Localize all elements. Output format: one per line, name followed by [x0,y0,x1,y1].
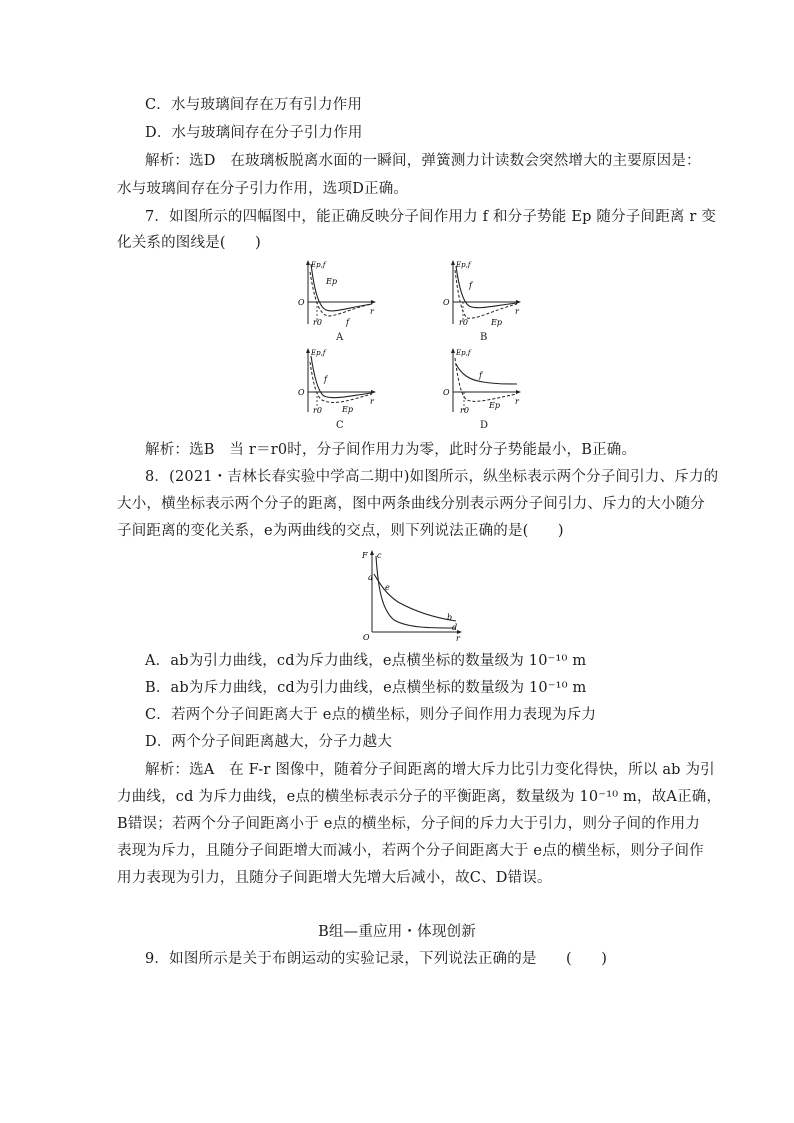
r0-label: r0 [313,406,322,415]
q7-caption-a: A [336,332,344,343]
section-b-title: B组—重应用・体现创新 [318,924,476,940]
q9-stem: 9．如图所示是关于布朗运动的实验记录，下列说法正确的是 ( ) [145,951,608,967]
f-label: f [324,375,327,384]
q6-option-d: D．水与玻璃间存在分子引力作用 [145,125,363,141]
origin-label: O [298,388,305,397]
q8-figure [360,548,470,643]
r0-label: r0 [460,406,469,415]
f-label: f [346,318,349,327]
r0-label: r0 [313,318,322,327]
q7-caption-b: B [480,332,488,343]
q7-figure-d [443,346,525,418]
origin-label: O [363,633,370,642]
r0-label: r0 [459,318,468,327]
r-axis-label: r [515,397,519,406]
e-label: e [385,583,390,592]
r-axis-label: r [370,307,374,316]
q8-answer-line-5: 用力表现为引力，且随分子间距增大先增大后减小，故C、D错误。 [117,870,552,886]
f-axis-label: F [362,551,368,560]
origin-label: O [298,298,305,307]
q8-answer-line-3: B错误；若两个分子间距离小于 e点的横坐标，分子间的斥力大于引力，则分子间的作用力 [117,816,701,832]
b-label: b [447,613,453,622]
q7-answer: 解析：选B 当 r＝r0时，分子间作用力为零，此时分子势能最小，B正确。 [145,442,637,458]
q8-stem-line-2: 大小，横坐标表示两个分子的距离，图中两条曲线分别表示两分子间引力、斥力的大小随分 [117,496,705,512]
origin-label: O [443,388,450,397]
q8-answer-line-4: 表现为斥力，且随分子间距增大而减小，若两个分子间距离大于 e点的横坐标，则分子间作 [117,843,704,859]
ep-label: Ep [491,318,502,327]
q7-figure-a [298,258,380,330]
q7-stem-line-2: 化关系的图线是( ) [117,235,262,251]
y-axis-label: Ep,f [456,261,471,269]
f-label: f [469,281,472,290]
q8-option-d: D．两个分子间距离越大，分子力越大 [145,734,393,750]
q8-stem-line-1: 8．(2021・吉林长春实验中学高二期中)如图所示，纵坐标表示两个分子间引力、斥力的 [145,469,719,485]
ep-label: Ep [342,405,353,414]
a-label: a [368,573,373,582]
q6-answer-line-1: 解析：选D 在玻璃板脱离水面的一瞬间，弹簧测力计读数会突然增大的主要原因是： [145,153,701,169]
y-axis-label: Ep,f [311,349,326,357]
q8-option-b: B．ab为斥力曲线，cd为引力曲线，e点横坐标的数量级为 10⁻¹⁰ m [145,680,587,696]
r-axis-label: r [370,397,374,406]
q8-answer-line-1: 解析：选A 在 F-r 图像中，随着分子间距离的增大斥力比引力变化得快，所以 ab 为引 [145,762,715,778]
r-axis-label: r [515,307,519,316]
q7-stem-line-1: 7．如图所示的四幅图中，能正确反映分子间作用力 f 和分子势能 Ep 随分子间距离 r 变 [145,209,717,225]
q7-caption-d: D [480,420,489,431]
d-label: d [452,623,458,632]
y-axis-label: Ep,f [456,349,471,357]
q6-option-c: C．水与玻璃间存在万有引力作用 [145,97,363,113]
c-label: c [377,551,382,560]
q7-caption-c: C [336,420,344,431]
q8-option-a: A．ab为引力曲线，cd为斥力曲线，e点横坐标的数量级为 10⁻¹⁰ m [145,653,587,669]
y-axis-label: Ep,f [311,261,326,269]
q7-figure-c [298,346,380,418]
ep-label: Ep [489,401,500,410]
q8-stem-line-3: 子间距离的变化关系，e为两曲线的交点，则下列说法正确的是( ) [117,523,564,539]
r-axis-label: r [456,634,460,643]
f-label: f [479,371,482,380]
q6-answer-line-2: 水与玻璃间存在分子引力作用，选项D正确。 [117,181,409,197]
ep-label: Ep [326,277,337,286]
q8-answer-line-2: 力曲线，cd 为斥力曲线，e点的横坐标表示分子的平衡距离，数量级为 10⁻¹⁰ m，故A正确， [117,789,722,805]
q7-figure-b [443,258,525,330]
origin-label: O [443,298,450,307]
q8-option-c: C．若两个分子间距离大于 e点的横坐标，则分子间作用力表现为斥力 [145,707,597,723]
